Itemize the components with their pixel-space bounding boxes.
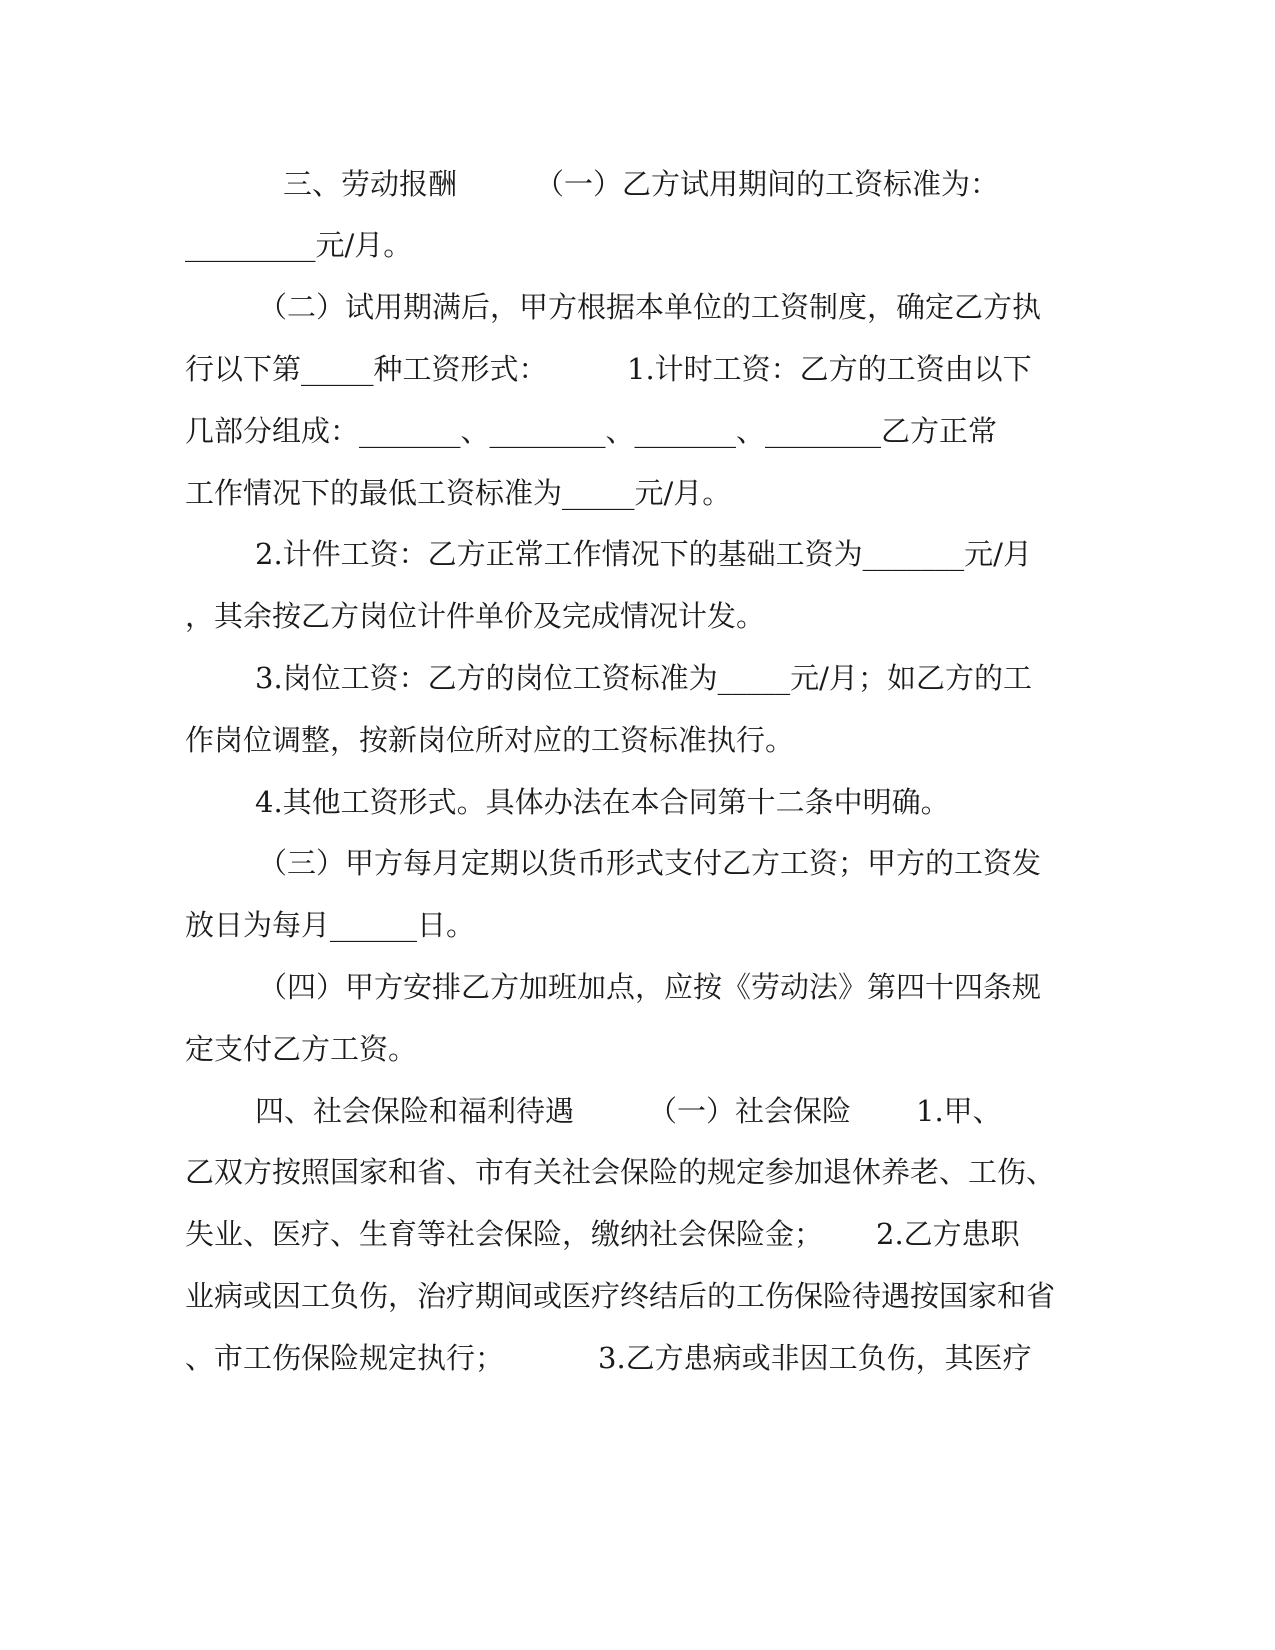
text-segment: 2.乙方患职 [876, 1217, 1020, 1251]
text-segment: 1.甲、 [916, 1094, 1002, 1128]
text-line [0, 839, 1275, 887]
text-segment: 1.计时工资：乙方的工资由以下 [627, 352, 1032, 386]
text-line [0, 1087, 1275, 1135]
text-line [0, 221, 1275, 269]
text-line [0, 963, 1275, 1011]
text-segment: 失业、医疗、生育等社会保险，缴纳社会保险金； [185, 1217, 824, 1251]
text-segment: 作岗位调整，按新岗位所对应的工资标准执行。 [185, 723, 795, 757]
text-segment: 行以下第_____种工资形式： [185, 352, 548, 386]
text-segment: 、市工伤保险规定执行； [185, 1341, 505, 1375]
text-segment: 3.乙方患病或非因工负伤，其医疗 [598, 1341, 1032, 1375]
text-segment: 几部分组成：_______、________、_______、________乙方正常 [185, 414, 998, 448]
text-segment: 放日为每月______日。 [185, 908, 476, 942]
text-line [0, 160, 1275, 208]
text-line [0, 469, 1275, 517]
text-segment: 三、劳动报酬 [283, 167, 458, 201]
text-segment: 四、社会保险和福利待遇 [255, 1094, 575, 1128]
text-line [0, 407, 1275, 455]
text-segment: （四）甲方安排乙方加班加点，应按《劳动法》第四十四条规 [258, 970, 1042, 1004]
text-line [0, 345, 1275, 393]
text-segment: 业病或因工负伤，治疗期间或医疗终结后的工伤保险待遇按国家和省 [185, 1279, 1056, 1313]
text-line [0, 716, 1275, 764]
text-line [0, 592, 1275, 640]
text-segment: 定支付乙方工资。 [185, 1032, 418, 1066]
text-segment: 工作情况下的最低工资标准为_____元/月。 [185, 476, 732, 510]
text-segment: _________元/月。 [185, 228, 413, 262]
text-line [0, 1210, 1275, 1258]
text-line [0, 283, 1275, 331]
text-segment: ，其余按乙方岗位计件单价及完成情况计发。 [185, 599, 766, 633]
text-line [0, 1272, 1275, 1320]
text-line [0, 1334, 1275, 1382]
text-line [0, 778, 1275, 826]
text-line [0, 901, 1275, 949]
text-segment: 3.岗位工资：乙方的岗位工资标准为_____元/月；如乙方的工 [255, 661, 1032, 695]
text-line [0, 1025, 1275, 1073]
text-segment: 4.其他工资形式。具体办法在本合同第十二条中明确。 [255, 785, 950, 819]
text-line [0, 1148, 1275, 1196]
text-segment: 乙双方按照国家和省、市有关社会保险的规定参加退休养老、工伤、 [185, 1155, 1056, 1189]
text-segment: 2.计件工资：乙方正常工作情况下的基础工资为_______元/月 [255, 537, 1032, 571]
text-segment: （一）乙方试用期间的工资标准为： [535, 167, 1000, 201]
text-line [0, 530, 1275, 578]
text-line [0, 654, 1275, 702]
text-segment: （一）社会保险 [648, 1094, 852, 1128]
text-segment: （二）试用期满后，甲方根据本单位的工资制度，确定乙方执 [258, 290, 1042, 324]
text-segment: （三）甲方每月定期以货币形式支付乙方工资；甲方的工资发 [258, 846, 1042, 880]
